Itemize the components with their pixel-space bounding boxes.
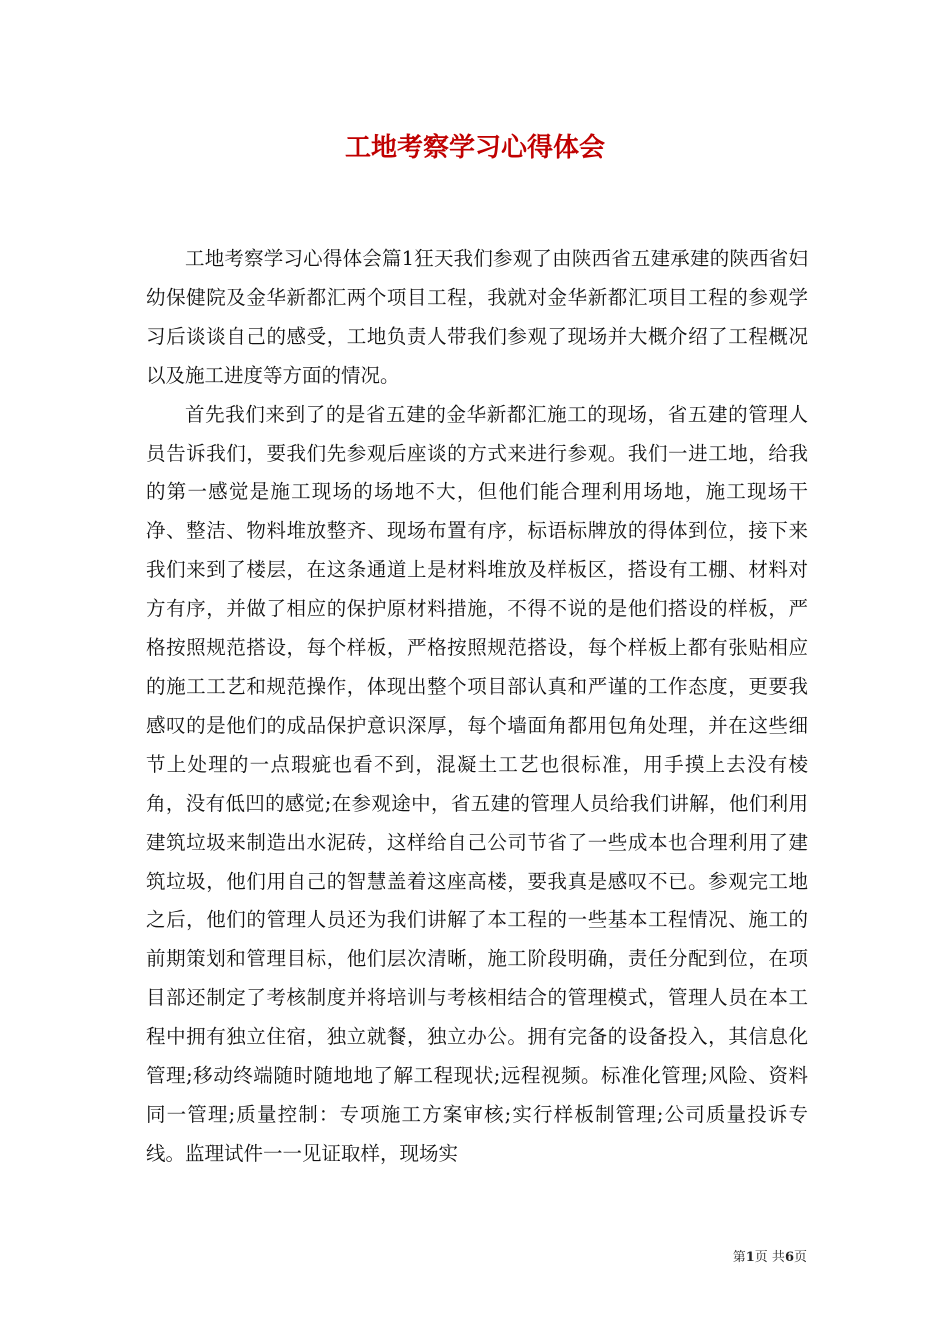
current-page-number: 1 (745, 1250, 755, 1265)
total-page-number: 6 (784, 1250, 794, 1265)
paragraph-2: 首先我们来到了的是省五建的金华新都汇施工的现场，省五建的管理人员告诉我们，要我们先参观后座谈的方式来进行参观。我们一进工地，给我的第一感觉是施工现场的场地不大，但他们能合理利用场地，施工现场干净、整洁、物料堆放整齐、现场布置有序，标语标牌放的得体到位，接下来我们来到了楼层，在这条通道上是材料堆放及样板区，搭设有工棚、材料对方有序，并做了相应的保护原材料措施，不得不说的是他们搭设的样板，严格按照规范搭设，每个样板，严格按照规范搭设，每个样板上都有张贴相应的施工工艺和规范操作，体现出整个项目部认真和严谨的工作态度，更要我感叹的是他们的成品保护意识深厚，每个墙面角都用包角处理，并在这些细节上处理的一点瑕疵也看不到，混凝土工艺也很标准，用手摸上去没有棱角，没有低凹的感觉;在参观途中，省五建的管理人员给我们讲解，他们利用建筑垃圾来制造出水泥砖，这样给自己公司节省了一些成本也合理利用了建筑垃圾，他们用自己的智慧盖着这座高楼，要我真是感叹不已。参观完工地之后，他们的管理人员还为我们讲解了本工程的一些基本工程情况、施工的前期策划和管理目标，他们层次清晰，施工阶段明确，责任分配到位，在项目部还制定了考核制度并将培训与考核相结合的管理模式，管理人员在本工程中拥有独立住宿，独立就餐，独立办公。拥有完备的设备投入，其信息化管理;移动终端随时随地地了解工程现状;远程视频。标准化管理;风险、资料同一管理;质量控制：专项施工方案审核;实行样板制管理;公司质量投诉专线。监理试件一一见证取样，现场实 (146, 402, 808, 1165)
paragraph-1: 工地考察学习心得体会篇1狂天我们参观了由陕西省五建承建的陕西省妇幼保健院及金华新都汇两个项目工程，我就对金华新都汇项目工程的参观学习后谈谈自己的感受，工地负责人带我们参观了现场并大概介绍了工程概况以及施工进度等方面的情况。 (146, 247, 808, 387)
footer-suffix: 页 (793, 1250, 807, 1265)
footer-middle: 页 共 (754, 1250, 785, 1265)
page-footer (600, 1248, 807, 1268)
document-body (146, 240, 808, 1174)
document-title: 工地考察学习心得体会 (344, 133, 605, 163)
footer-prefix: 第 (732, 1250, 746, 1265)
